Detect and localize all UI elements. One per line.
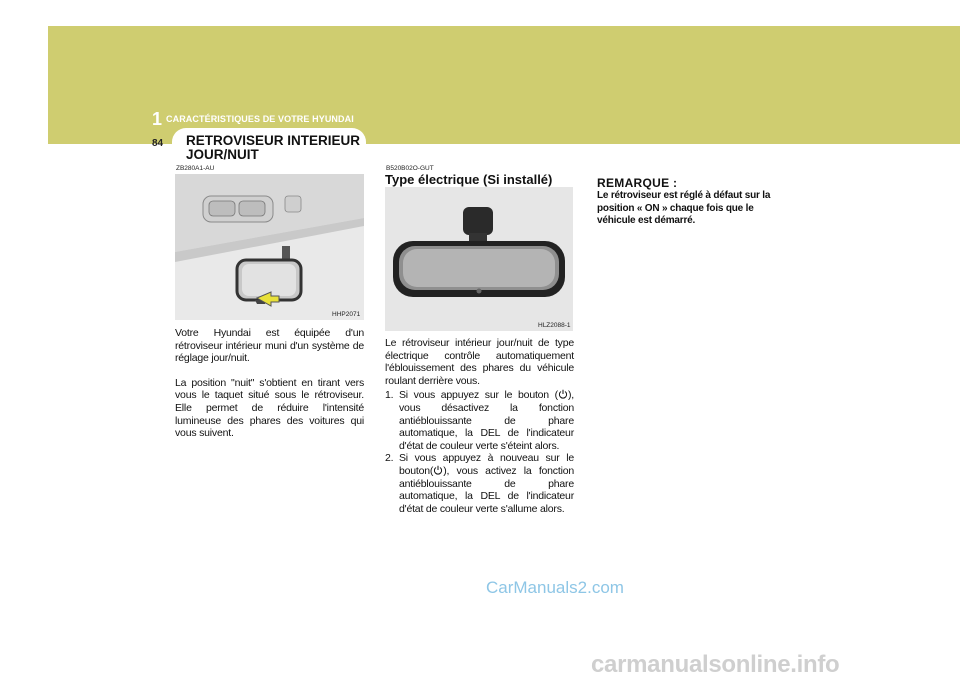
page-number: 84: [152, 138, 164, 149]
power-icon: [558, 389, 568, 399]
watermark-carmanuals2[interactable]: CarManuals2.com: [486, 578, 624, 597]
watermark-carmanualsonline: carmanualsonline.info: [591, 651, 840, 678]
manual-mirror-figure: [175, 174, 364, 320]
chapter-title: CARACTÉRISTIQUES DE VOTRE HYUNDAI: [166, 114, 354, 124]
middle-figure-label: HLZ2088-1: [538, 322, 571, 329]
list-body: [399, 389, 574, 452]
list-item-2: [385, 452, 574, 515]
electric-mirror-figure: [385, 187, 573, 331]
chapter-number: 1: [152, 109, 163, 129]
section-title: RETROVISEUR INTERIEUR JOUR/NUIT: [186, 133, 361, 162]
list-item-1: [385, 389, 574, 452]
header-band: [48, 26, 960, 144]
left-paragraph-1: Votre Hyundai est équipée d'un rétroviseur intérieur muni d'un système de réglage jour/nuit.: [175, 327, 364, 365]
left-paragraph-2: La position "nuit" s'obtient en tirant vers vous le taquet situé sous le rétroviseur. Elle permet de réduire l'intensité lumineuse des phares des voitures qui vous suivent.: [175, 376, 364, 440]
list-number: 2.: [385, 452, 394, 465]
list-number: 1.: [385, 389, 394, 402]
left-body: [175, 327, 364, 452]
list-text-after: ), vous activez la fonction antiéblouissante de phare automatique, la DEL de l'indicateur d'état de couleur verte s'allume alors.: [399, 464, 574, 515]
note-text: Le rétroviseur est réglé à défaut sur la position « ON » chaque fois que le véhicule est démarré.: [597, 190, 771, 226]
power-icon: [433, 465, 443, 475]
middle-title: Type électrique (Si installé): [385, 172, 553, 187]
note-title: REMARQUE :: [597, 176, 678, 190]
manual-mirror-illustration: [175, 174, 364, 320]
list-text-before: Si vous appuyez sur le bouton (: [399, 389, 558, 402]
left-code: ZB280A1-AU: [176, 165, 215, 172]
list-text-after: ), vous désactivez la fonction antiéblouissante de phare automatique, la DEL de l'indicateur d'état de couleur verte s'éteint alors.: [399, 389, 574, 452]
list-body: [399, 452, 574, 515]
middle-code: B520B02O-GUT: [386, 165, 434, 172]
middle-intro: Le rétroviseur intérieur jour/nuit de type électrique contrôle automatiquement l'éblouissement des phares du véhicule roulant derrière vous.: [385, 337, 574, 387]
electric-mirror-illustration: [385, 187, 573, 331]
middle-body: [385, 337, 574, 515]
list-text-before: Si vous appuyez à nouveau sur le bouton(: [399, 452, 574, 477]
left-figure-label: HHP2071: [332, 311, 361, 318]
